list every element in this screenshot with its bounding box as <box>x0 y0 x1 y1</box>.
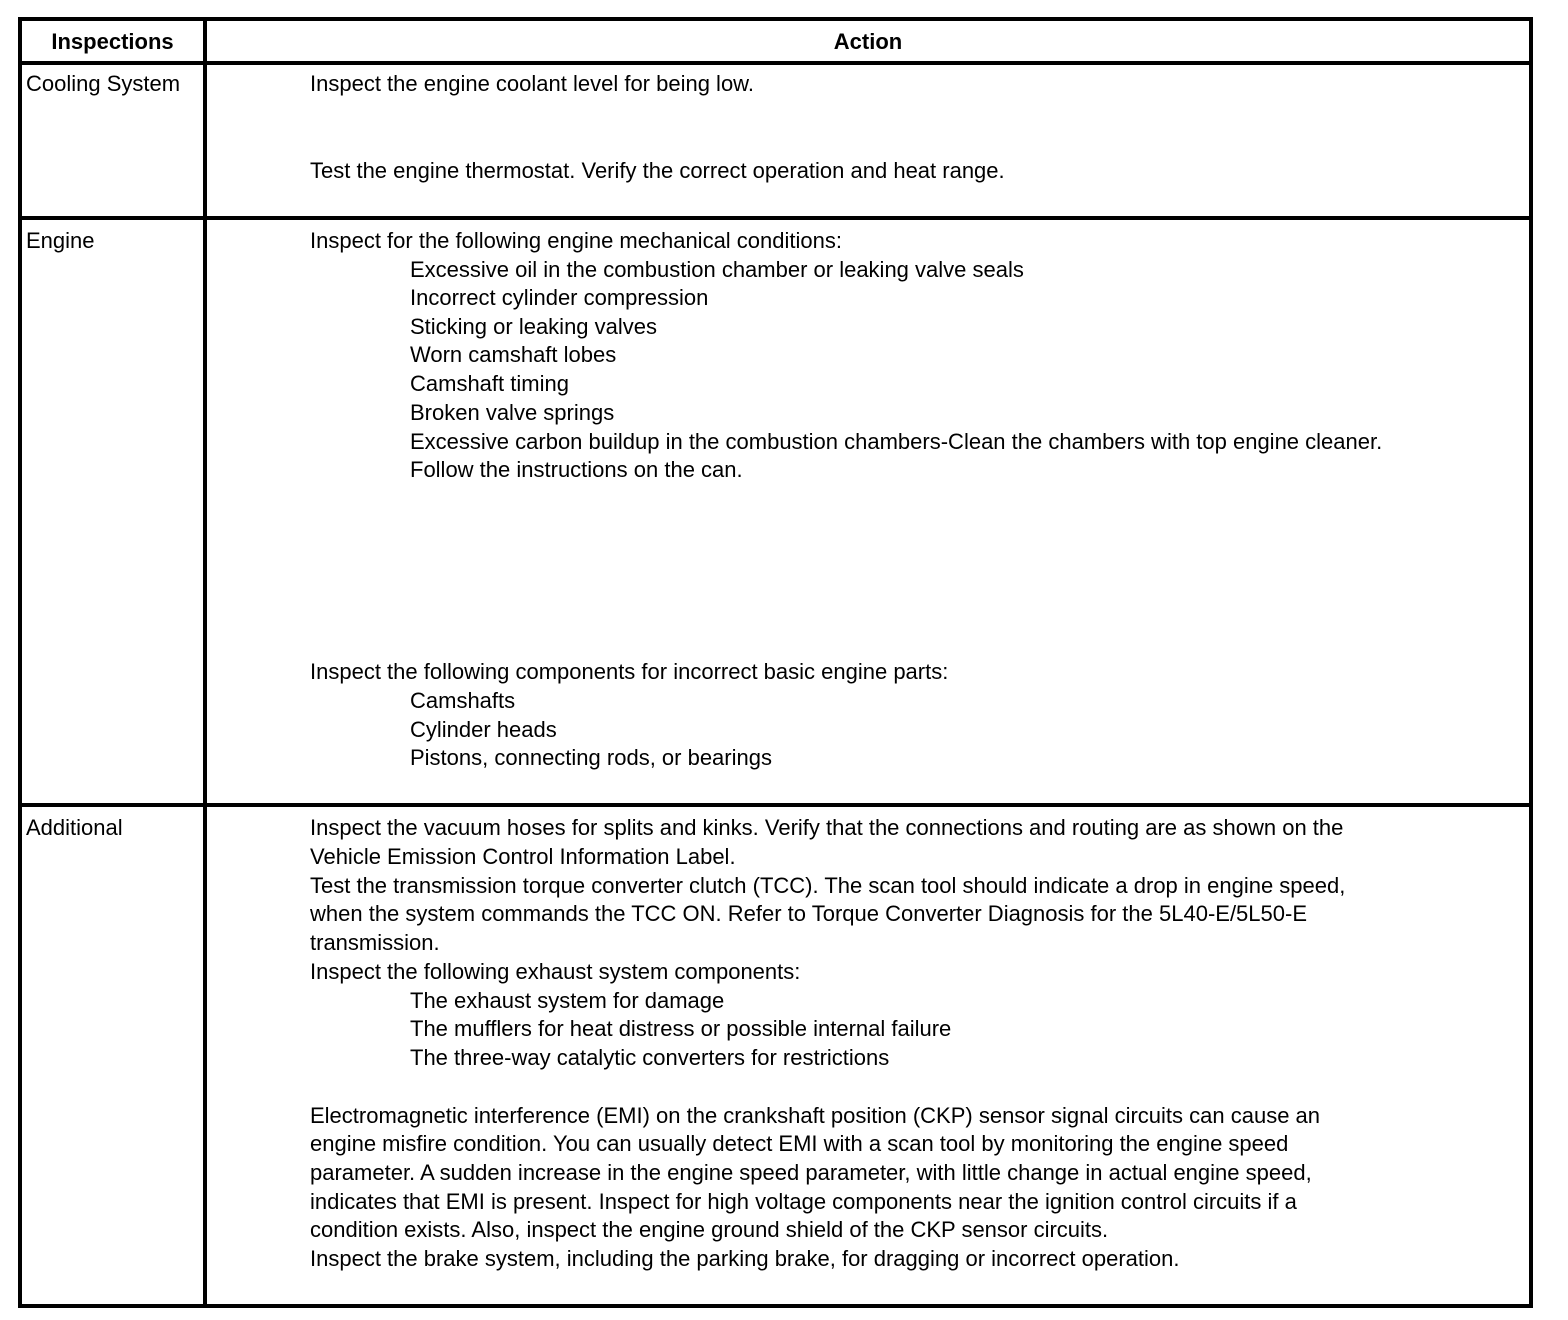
action-line: Inspect the brake system, including the parking brake, for dragging or incorrect operation. <box>310 1246 1180 1271</box>
action-subitem: Excessive carbon buildup in the combustion chambers-Clean the chambers with top engine cleaner. <box>410 429 1383 454</box>
column-divider <box>203 21 207 1304</box>
action-line: engine misfire condition. You can usually detect EMI with a scan tool by monitoring the engine speed <box>310 1131 1289 1156</box>
action-line: transmission. <box>310 930 440 955</box>
action-subitem: Broken valve springs <box>410 400 615 425</box>
action-line: condition exists. Also, inspect the engine ground shield of the CKP sensor circuits. <box>310 1217 1109 1242</box>
action-subitem: Pistons, connecting rods, or bearings <box>410 745 772 770</box>
action-line: Vehicle Emission Control Information Label. <box>310 844 736 869</box>
action-subitem: Cylinder heads <box>410 717 557 742</box>
header-divider <box>22 61 1529 65</box>
action-line: Inspect the vacuum hoses for splits and kinks. Verify that the connections and routing are as shown on the <box>310 815 1344 840</box>
inspection-engine: Engine <box>26 228 95 253</box>
action-subitem: The mufflers for heat distress or possible internal failure <box>410 1016 952 1041</box>
action-line: Test the transmission torque converter clutch (TCC). The scan tool should indicate a drop in engine speed, <box>310 873 1346 898</box>
header-inspections: Inspections <box>51 29 174 54</box>
action-line: Inspect the following components for incorrect basic engine parts: <box>310 659 949 684</box>
inspection-cooling-system: Cooling System <box>26 71 181 96</box>
action-line: Inspect the following exhaust system components: <box>310 959 801 984</box>
action-line: Test the engine thermostat. Verify the correct operation and heat range. <box>310 158 1005 183</box>
row-divider <box>22 216 1529 220</box>
action-line: indicates that EMI is present. Inspect for high voltage components near the ignition control circuits if a <box>310 1189 1297 1214</box>
action-subitem: The three-way catalytic converters for restrictions <box>410 1045 890 1070</box>
action-line: parameter. A sudden increase in the engine speed parameter, with little change in actual engine speed, <box>310 1160 1312 1185</box>
action-line: when the system commands the TCC ON. Refer to Torque Converter Diagnosis for the 5L40-E/5L50-E <box>310 901 1307 926</box>
action-subitem: Camshafts <box>410 688 516 713</box>
action-subitem: Excessive oil in the combustion chamber or leaking valve seals <box>410 257 1024 282</box>
action-subitem: Incorrect cylinder compression <box>410 285 709 310</box>
action-line: Electromagnetic interference (EMI) on the crankshaft position (CKP) sensor signal circuits can cause an <box>310 1103 1321 1128</box>
row-divider <box>22 803 1529 807</box>
action-line: Inspect for the following engine mechanical conditions: <box>310 228 842 253</box>
inspection-additional: Additional <box>26 815 123 840</box>
inspection-table <box>18 17 1533 1308</box>
action-subitem: Follow the instructions on the can. <box>410 457 743 482</box>
header-action: Action <box>833 29 903 54</box>
action-subitem: The exhaust system for damage <box>410 988 725 1013</box>
action-subitem: Worn camshaft lobes <box>410 342 617 367</box>
action-subitem: Sticking or leaking valves <box>410 314 658 339</box>
action-line: Inspect the engine coolant level for being low. <box>310 71 754 96</box>
action-subitem: Camshaft timing <box>410 371 569 396</box>
